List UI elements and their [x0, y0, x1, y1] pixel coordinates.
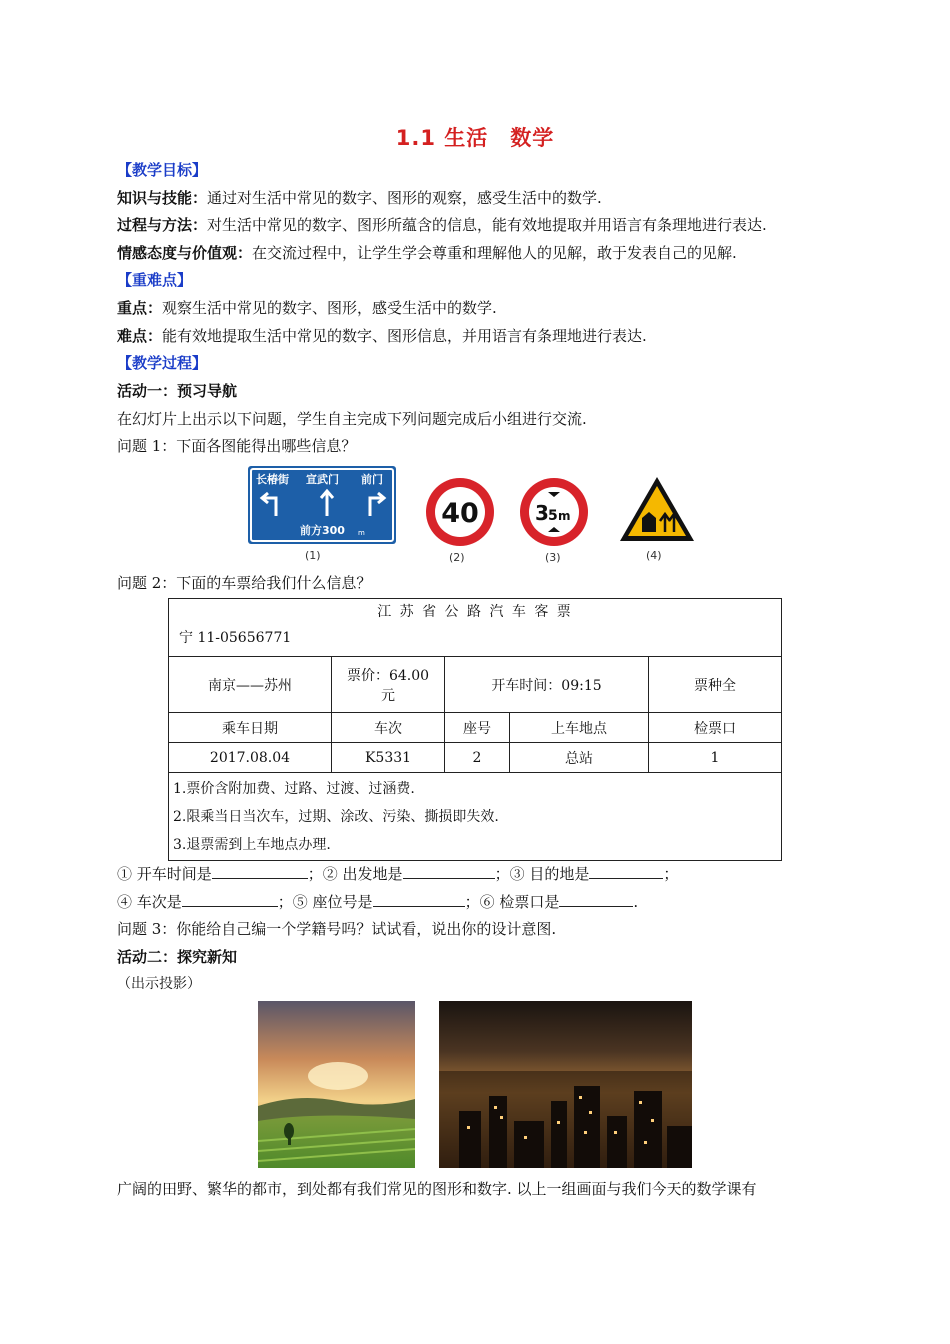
bus-ticket-table: [168, 598, 782, 861]
activity1-intro: 在幻灯片上出示以下问题，学生自主完成下列问题完成后小组进行交流.: [117, 410, 587, 428]
goal-attitude-label: 情感态度与价值观：: [117, 244, 253, 262]
sun-glow: [308, 1062, 368, 1090]
val-date: 2017.08.04: [169, 743, 332, 773]
section-goals: 【教学目标】: [117, 161, 208, 179]
col-date: 乘车日期: [169, 713, 332, 743]
blank-label-seat: ；⑤ 座位号是: [277, 893, 373, 911]
blank-label-depart-time: ① 开车时间是: [117, 865, 212, 883]
answer-blank-seat[interactable]: [373, 892, 465, 907]
fill-in-row-2: [117, 891, 638, 912]
ticket-notes: [169, 773, 782, 861]
answer-blank-gate[interactable]: [559, 892, 633, 907]
closing-paragraph: 广阔的田野、繁华的都市，到处都有我们常见的图形和数字. 以上一组画面与我们今天的数学课有: [117, 1180, 757, 1198]
ticket-type: 票种全: [649, 657, 782, 713]
ticket-info-row: [169, 657, 782, 713]
cypress-tree: [284, 1123, 294, 1139]
caption-1: (1): [305, 549, 321, 562]
answer-blank-destination[interactable]: [589, 864, 663, 879]
key-point-text: 观察生活中常见的数字、图形，感受生活中的数学.: [162, 299, 497, 317]
activity2-heading: 活动二：探究新知: [117, 948, 238, 966]
col-seat: 座号: [445, 713, 510, 743]
caption-3: (3): [545, 551, 561, 564]
col-gate: 检票口: [649, 713, 782, 743]
sign-dest-right: 前门: [361, 473, 383, 486]
key-point: [117, 297, 497, 318]
blank-label-origin: ；② 出发地是: [307, 865, 403, 883]
skyline-buildings: [459, 1086, 692, 1168]
blank-label-destination: ；③ 目的地是: [494, 865, 590, 883]
sign-distance: 前方300: [300, 524, 345, 537]
goal-process: [117, 214, 767, 235]
col-place: 上车地点: [510, 713, 649, 743]
ticket-note-1: 1.票价含附加费、过路、过渡、过涵费.: [173, 780, 415, 797]
warning-sign-image: [618, 474, 696, 544]
ticket-header-row: [169, 599, 782, 657]
warning-sign-face: [628, 486, 686, 536]
blank-end-2: .: [633, 893, 639, 911]
difficult-point: [117, 325, 647, 346]
city-night-photo: [439, 1001, 692, 1168]
col-train: 车次: [332, 713, 445, 743]
ticket-note-3: 3.退票需到上车地点办理.: [173, 836, 331, 853]
height-sign-value-decimal: 5: [548, 508, 558, 524]
question-3: 问题 3：你能给自己编一个学籍号吗？试试看，说出你的设计意图.: [117, 920, 557, 938]
val-gate: 1: [649, 743, 782, 773]
val-train: K5331: [332, 743, 445, 773]
blank-label-train: ④ 车次是: [117, 893, 182, 911]
goal-knowledge-text: 通过对生活中常见的数字、图形的观察，感受生活中的数学.: [207, 189, 602, 207]
difficult-point-text: 能有效地提取生活中常见的数字、图形信息，并用语言有条理地进行表达.: [162, 327, 647, 345]
question-1: 问题 1：下面各图能得出哪些信息？: [117, 437, 357, 455]
sign-distance-unit: m: [358, 529, 365, 537]
ticket-notes-row: [169, 773, 782, 861]
goal-process-label: 过程与方法：: [117, 216, 208, 234]
ticket-column-headers: [169, 713, 782, 743]
sign-dest-left: 长椿街: [256, 473, 289, 486]
val-place: 总站: [510, 743, 649, 773]
caption-2: (2): [449, 551, 465, 564]
val-seat: 2: [445, 743, 510, 773]
ticket-header-cell: [169, 599, 782, 657]
ticket-values-row: [169, 743, 782, 773]
ticket-price: 票价：64.00 元: [332, 657, 445, 713]
goal-knowledge: [117, 187, 602, 208]
key-point-label: 重点：: [117, 299, 163, 317]
ticket-route: 南京——苏州: [169, 657, 332, 713]
ticket-depart: 开车时间：09:15: [445, 657, 649, 713]
ticket-header: 江 苏 省 公 路 汽 车 客 票: [377, 604, 573, 620]
height-sign-unit: m: [558, 509, 571, 523]
blank-label-gate: ；⑥ 检票口是: [464, 893, 560, 911]
answer-blank-train[interactable]: [182, 892, 278, 907]
goal-process-text: 对生活中常见的数字、图形所蕴含的信息，能有效地提取并用语言有条理地进行表达.: [207, 216, 767, 234]
sign-dest-straight: 宣武门: [306, 473, 339, 486]
answer-blank-origin[interactable]: [403, 864, 495, 879]
page-title: 1.1 生活 数学: [395, 126, 555, 150]
activity1-heading: 活动一：预习导航: [117, 382, 238, 400]
direction-sign-image: [248, 466, 396, 544]
blank-end-1: ；: [663, 865, 679, 883]
speed-sign-value: 40: [441, 498, 479, 529]
projection-note: （出示投影）: [117, 976, 201, 992]
city-night-scene: [439, 1001, 692, 1168]
speed-limit-sign-image: [424, 476, 496, 548]
section-process: 【教学过程】: [117, 354, 208, 372]
question-2: 问题 2：下面的车票给我们什么信息？: [117, 574, 372, 592]
height-sign-value: 3: [535, 501, 549, 525]
fill-in-row-1: [117, 863, 678, 884]
answer-blank-depart-time[interactable]: [212, 864, 308, 879]
section-key: 【重难点】: [117, 271, 193, 289]
goal-knowledge-label: 知识与技能：: [117, 189, 208, 207]
countryside-scene: [258, 1001, 415, 1168]
caption-4: (4): [646, 549, 662, 562]
countryside-photo: [258, 1001, 415, 1168]
height-limit-sign-image: [518, 476, 590, 548]
goal-attitude: [117, 242, 737, 263]
difficult-point-label: 难点：: [117, 327, 163, 345]
ticket-note-2: 2.限乘当日当次车，过期、涂改、污染、撕损即失效.: [173, 808, 499, 825]
ticket-number: 宁 11-05656771: [179, 630, 292, 646]
goal-attitude-text: 在交流过程中，让学生学会尊重和理解他人的见解，敢于发表自己的见解.: [252, 244, 737, 262]
